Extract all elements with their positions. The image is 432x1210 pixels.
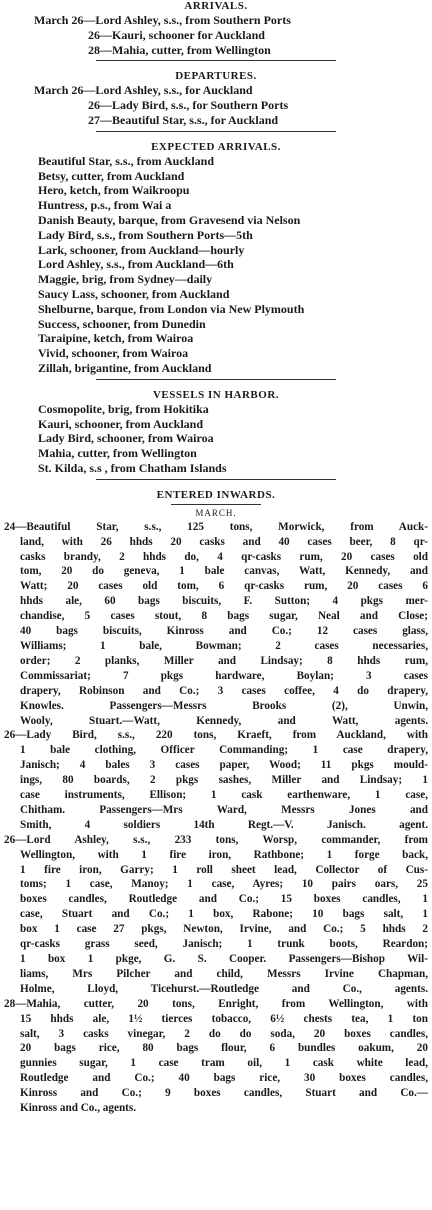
expected-line: Lady Bird, s.s., from Southern Ports—5th	[38, 227, 253, 242]
section-divider	[96, 379, 336, 380]
entry-line: Smith, 4 soldiers 14th Regt.—V. Janisch. agent.	[20, 818, 428, 831]
arrivals-heading: ARRIVALS.	[184, 0, 248, 12]
entry-line: 1 box 1 pkge, G. S. Cooper. Passengers—Bishop Wil-	[20, 953, 428, 965]
section-divider	[96, 479, 336, 480]
harbor-line: Cosmopolite, brig, from Hokitika	[38, 401, 209, 416]
expected-line: Lord Ashley, s.s., from Auckland—6th	[38, 257, 234, 272]
expected-line: Hero, ketch, from Waikroopu	[38, 183, 190, 198]
arrivals-section	[4, 0, 428, 61]
entry-line: Kinross and Co.; 9 boxes candles, Stuart and Co.—	[20, 1087, 428, 1100]
expected-line: Maggie, brig, from Sydney—daily	[38, 272, 213, 287]
entry-line: box 1 case 27 pkgs, Newton, Irvine, and Co.; 5 hhds 2	[20, 923, 428, 936]
entry-line: 15 hhds ale, 1½ tierces tobacco, 6½ chests tea, 1 ton	[20, 1012, 428, 1025]
entry-line: 24—Beautiful Star, s.s., 125 tons, Morwick, from Auck-	[4, 520, 428, 533]
entry-line: 40 bags biscuits, Kinross and Co.; 12 cases glass,	[20, 625, 428, 638]
arrival-line: 28—Mahia, cutter, from Wellington	[88, 42, 271, 57]
section-divider	[96, 60, 336, 61]
entry-line: casks brandy, 2 hhds do, 4 qr-casks rum, 20 cases old	[20, 550, 428, 563]
entry-paragraph	[4, 997, 428, 1116]
expected-line: Huntress, p.s., from Wai a	[38, 198, 172, 213]
entered-inwards-section	[4, 483, 428, 1116]
expected-line: Zillah, brigantine, from Auckland	[38, 360, 212, 375]
expected-line: Taraipine, ketch, from Wairoa	[38, 331, 194, 346]
entry-line: Williams; 1 bale, Bowman; 2 cases necessaries,	[20, 639, 428, 652]
departure-line: 26—Lady Bird, s.s., for Southern Ports	[88, 98, 289, 113]
entry-line: Chitham. Passengers—Mrs Ward, Messrs Jones and	[20, 803, 428, 816]
expected-line: Betsy, cutter, from Auckland	[38, 168, 185, 183]
arrival-line: 26—Kauri, schooner for Auckland	[88, 27, 265, 42]
entry-line: drapery, Robinson and Co.; 3 cases coffee, 4 do drapery,	[20, 684, 428, 697]
expected-line: Vivid, schooner, from Wairoa	[38, 346, 189, 361]
entry-line: Janisch; 4 bales 3 cases paper, Wood; 11 pkgs mould-	[20, 759, 428, 772]
vessels-in-harbor-section	[4, 383, 428, 480]
entry-line: qr-casks grass seed, Janisch; 1 trunk boots, Reardon;	[20, 938, 428, 951]
expected-line: Lark, schooner, from Auckland—hourly	[38, 242, 245, 257]
entry-line: land, with 26 hhds 20 casks and 40 cases beer, 8 qr-	[20, 535, 428, 548]
entry-line: Wooly, Stuart.—Watt, Kennedy, and Watt, agents.	[20, 714, 428, 727]
expected-arrivals-section	[4, 135, 428, 380]
month-label: MARCH.	[195, 507, 237, 518]
departure-line: March 26—Lord Ashley, s.s., for Auckland	[34, 83, 253, 98]
entry-line: 26—Lady Bird, s.s., 220 tons, Kraeft, from Auckland, with	[4, 729, 428, 742]
harbor-line: Mahia, cutter, from Wellington	[38, 446, 197, 461]
entry-line: 28—Mahia, cutter, 20 tons, Enright, from Wellington, with	[4, 997, 428, 1010]
entry-line: boxes candles, Routledge and Co.; 15 boxes candles, 1	[20, 893, 428, 906]
entry-line: 20 bags rice, 80 bags flour, 6 bundles oakum, 20	[20, 1042, 428, 1055]
entry-paragraph	[4, 728, 428, 832]
entry-line: ings, 80 boards, 2 pkgs sashes, Miller and Lindsay; 1	[20, 774, 428, 787]
arrival-line: March 26—Lord Ashley, s.s., from Southern Ports	[34, 13, 291, 27]
entry-line: gunnies sugar, 1 case tram oil, 1 cask white lead,	[20, 1057, 428, 1070]
entry-line: 26—Lord Ashley, s.s., 233 tons, Worsp, commander, from	[4, 833, 428, 846]
vessels-in-harbor-heading: VESSELS IN HARBOR.	[152, 388, 280, 401]
entered-inwards-heading: ENTERED INWARDS.	[156, 488, 276, 501]
entry-line: hhds ale, 60 bags biscuits, F. Sutton; 4 pkgs mer-	[20, 595, 428, 608]
entry-line: case, Stuart and Co.; 1 box, Rabone; 10 bags salt, 1	[20, 908, 428, 921]
departures-heading: DEPARTURES.	[175, 70, 257, 83]
harbor-line: Lady Bird, schooner, from Wairoa	[38, 431, 214, 446]
entry-line: 1 fire iron, Garry; 1 roll sheet lead, Collector of Cus-	[20, 863, 428, 876]
section-divider	[96, 131, 336, 132]
entry-line: Holme, Lloyd, Ticehurst.—Routledge and Co., agents.	[20, 982, 428, 995]
entry-line: 1 bale clothing, Officer Commanding; 1 case drapery,	[20, 744, 428, 757]
entry-line: liams, Mrs Pilcher and child, Messrs Irvine Chapman,	[20, 967, 428, 980]
expected-line: Beautiful Star, s.s., from Auckland	[38, 153, 215, 168]
entry-line: case instruments, Ellison; 1 cask earthenware, 1 case,	[20, 789, 428, 802]
entry-line: Routledge and Co.; 40 bags rice, 30 boxes candles,	[20, 1072, 428, 1085]
entry-line: tom, 20 do geneva, 1 bale canvas, Watt, Kennedy, and	[20, 565, 428, 578]
entry-line: toms; 1 case, Manoy; 1 case, Ayres; 10 pairs oars, 25	[20, 878, 428, 891]
entry-line: salt, 3 casks vinegar, 2 do do soda, 20 boxes candles,	[20, 1027, 428, 1040]
entry-line: Knowles. Passengers—Messrs Brooks (2), Unwin,	[20, 699, 428, 712]
expected-line: Saucy Lass, schooner, from Auckland	[38, 286, 230, 301]
heading-underline	[171, 504, 261, 505]
harbor-line: St. Kilda, s.s , from Chatham Islands	[38, 460, 227, 475]
entry-line: Wellington, with 1 fire iron, Rathbone; 1 forge back,	[20, 848, 428, 861]
expected-line: Success, schooner, from Dunedin	[38, 316, 206, 331]
harbor-line: Kauri, schooner, from Auckland	[38, 416, 204, 431]
departures-section	[4, 64, 428, 131]
departure-line: 27—Beautiful Star, s.s., for Auckland	[88, 112, 279, 127]
entry-paragraph	[4, 833, 428, 997]
entry-line: Commissariat; 7 pkgs hardware, Boylan; 3 cases	[20, 669, 428, 682]
entry-line: Watt; 20 cases old tom, 6 qr-casks rum, 20 cases 6	[20, 580, 428, 593]
expected-arrivals-heading: EXPECTED ARRIVALS.	[151, 140, 281, 153]
expected-line: Shelburne, barque, from London via New Plymouth	[38, 301, 305, 316]
expected-line: Danish Beauty, barque, from Gravesend via Nelson	[38, 212, 301, 227]
entry-paragraph	[4, 520, 428, 729]
entry-line: chandise, 5 cases stout, 8 bags sugar, Neal and Close;	[20, 610, 428, 623]
entry-line: Kinross and Co., agents.	[20, 1102, 137, 1115]
entry-line: order; 2 planks, Miller and Lindsay; 8 hhds rum,	[20, 654, 428, 667]
